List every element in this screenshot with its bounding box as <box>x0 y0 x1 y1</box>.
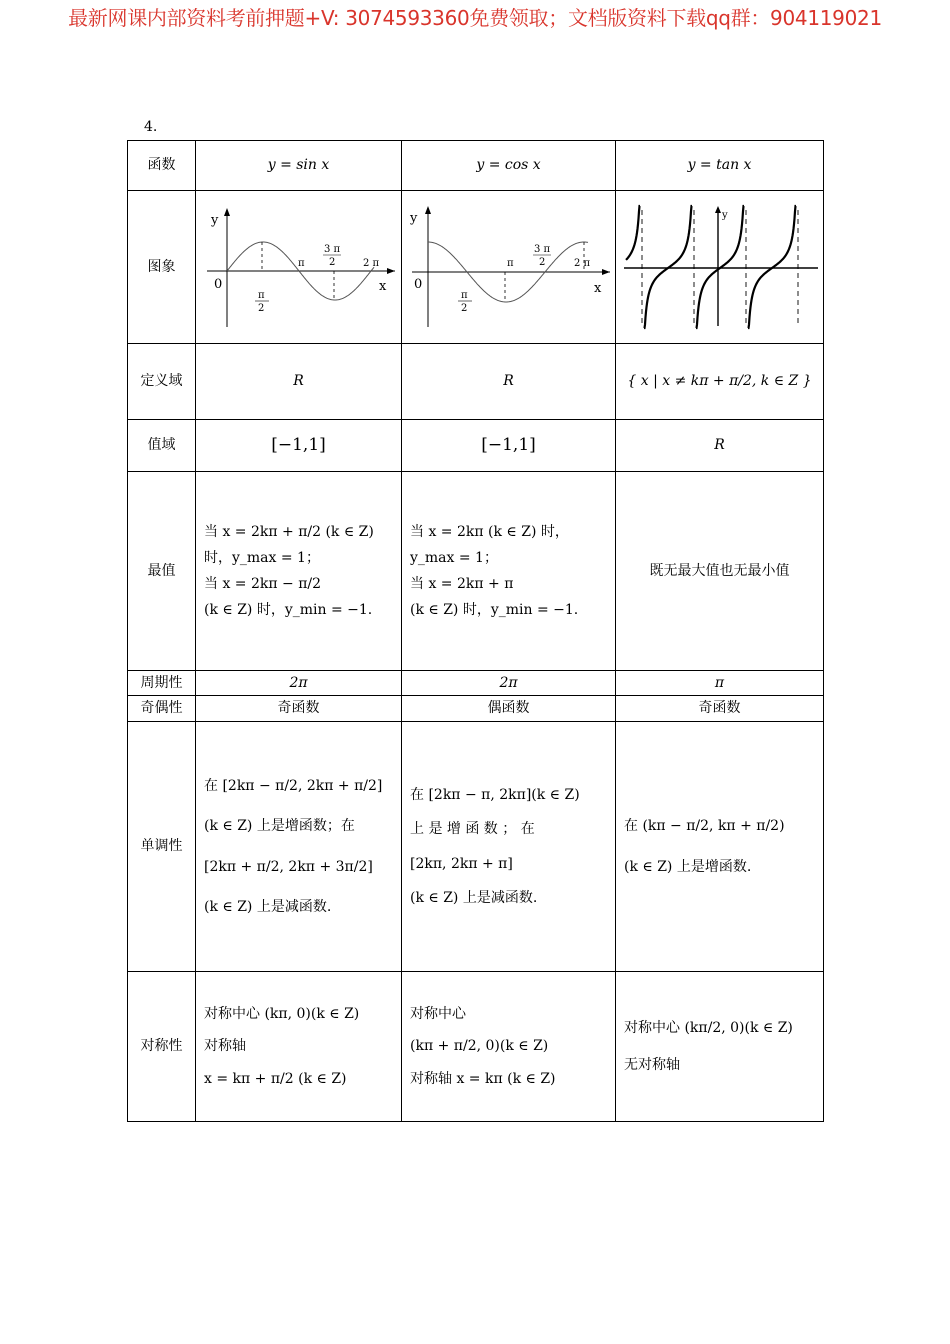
monotonic-tan <box>616 722 824 972</box>
pi-label: π <box>506 258 514 269</box>
row-header-period: 周期性 <box>128 671 196 696</box>
symmetry-sin-line: 对称中心 (kπ, 0)(k ∈ Z) <box>204 1006 360 1023</box>
extrema-sin-line: 时，y_max = 1； <box>204 549 320 566</box>
item-number: 4. <box>144 119 158 135</box>
row-header-parity: 奇偶性 <box>128 696 196 722</box>
header-cos: y = cos x <box>402 141 616 191</box>
domain-cos: R <box>402 344 616 420</box>
y-axis-label: y <box>210 213 218 228</box>
period-tan: π <box>616 671 824 696</box>
half-pi-den: 2 <box>257 303 264 314</box>
watermark-banner: 最新网课内部资料考前押题+V: 3074593360免费领取；文档版资料下载qq群：904119021 <box>68 6 882 30</box>
period-row <box>128 671 824 696</box>
cos-graph <box>404 202 614 332</box>
trig-properties-table <box>127 140 824 1122</box>
origin-label: 0 <box>213 277 222 292</box>
two-pi-label: 2 π <box>573 258 590 269</box>
extrema-tan: 既无最大值也无最小值 <box>616 472 824 671</box>
domain-sin: R <box>196 344 402 420</box>
tan-branch <box>696 206 744 328</box>
symmetry-tan-line: 无对称轴 <box>624 1056 680 1073</box>
monotonic-tan-line: (k ∈ Z) 上是增函数. <box>624 858 752 875</box>
period-sin: 2π <box>196 671 402 696</box>
symmetry-tan <box>616 972 824 1122</box>
range-tan: R <box>616 420 824 472</box>
half-pi-num: π <box>257 290 265 301</box>
domain-tan: { x | x ≠ kπ + π/2, k ∈ Z } <box>616 344 824 420</box>
monotonic-sin <box>196 722 402 972</box>
tan-branch <box>644 206 692 328</box>
tan-curves <box>626 206 796 328</box>
extrema-cos-line: 当 x = 2kπ + π <box>410 576 514 592</box>
header-row <box>128 141 824 191</box>
three-pi-den: 2 <box>328 257 335 268</box>
domain-row <box>128 344 824 420</box>
monotonic-row <box>128 722 824 972</box>
tan-branch <box>748 206 796 328</box>
three-pi-den: 2 <box>538 257 545 268</box>
row-header-extrema: 最值 <box>128 472 196 671</box>
three-pi-label: 3 π <box>323 244 340 255</box>
symmetry-sin-line: 对称轴 <box>204 1038 246 1055</box>
three-pi-label: 3 π <box>533 244 550 255</box>
extrema-cos-line: (k ∈ Z) 时，y_min = −1. <box>410 602 579 619</box>
header-sin: y = sin x <box>196 141 402 191</box>
x-axis-label: x <box>378 279 386 294</box>
sin-graph <box>199 202 399 332</box>
parity-cos: 偶函数 <box>402 696 616 722</box>
row-header-symmetry: 对称性 <box>128 972 196 1122</box>
tan-graph <box>618 202 822 332</box>
half-pi-num: π <box>460 290 468 301</box>
half-pi-den: 2 <box>460 303 467 314</box>
parity-row <box>128 696 824 722</box>
monotonic-tan-line: 在 (kπ − π/2, kπ + π/2) <box>624 818 785 835</box>
symmetry-sin-line: x = kπ + π/2 (k ∈ Z) <box>204 1070 347 1087</box>
graph-row <box>128 191 824 344</box>
extrema-row <box>128 472 824 671</box>
range-cos: [−1,1] <box>402 420 616 472</box>
monotonic-sin-line: (k ∈ Z) 上是增函数；在 <box>204 818 355 835</box>
symmetry-cos <box>402 972 616 1122</box>
row-header-graph: 图象 <box>128 191 196 344</box>
extrema-sin-line: 当 x = 2kπ + π/2 (k ∈ Z) <box>204 523 374 540</box>
range-sin: [−1,1] <box>196 420 402 472</box>
row-header-domain: 定义域 <box>128 344 196 420</box>
tan-branch <box>626 206 640 260</box>
extrema-cos <box>402 472 616 671</box>
monotonic-sin-line: [2kπ + π/2, 2kπ + 3π/2] <box>204 858 373 875</box>
symmetry-cos-line: 对称轴 x = kπ (k ∈ Z) <box>410 1070 556 1087</box>
header-tan: y = tan x <box>616 141 824 191</box>
extrema-sin <box>196 472 402 671</box>
row-header-function: 函数 <box>128 141 196 191</box>
symmetry-sin <box>196 972 402 1122</box>
tan-graph-cell <box>616 191 824 344</box>
origin-label: 0 <box>413 277 422 292</box>
symmetry-tan-line: 对称中心 (kπ/2, 0)(k ∈ Z) <box>624 1020 793 1037</box>
parity-sin: 奇函数 <box>196 696 402 722</box>
extrema-sin-line: (k ∈ Z) 时，y_min = −1. <box>204 602 373 619</box>
two-pi-label: 2 π <box>362 258 379 269</box>
monotonic-cos <box>402 722 616 972</box>
monotonic-cos-line: [2kπ, 2kπ + π] <box>410 855 513 872</box>
monotonic-cos-line: (k ∈ Z) 上是减函数. <box>410 889 538 906</box>
parity-tan: 奇函数 <box>616 696 824 722</box>
range-row <box>128 420 824 472</box>
monotonic-cos-line: 在 [2kπ − π, 2kπ](k ∈ Z) <box>410 787 580 804</box>
y-axis-label: y <box>721 210 728 221</box>
extrema-sin-line: 当 x = 2kπ − π/2 <box>204 576 322 592</box>
extrema-cos-line: 当 x = 2kπ (k ∈ Z) 时， <box>410 523 569 540</box>
row-header-range: 值域 <box>128 420 196 472</box>
cos-graph-cell <box>402 191 616 344</box>
y-axis-label: y <box>409 211 417 226</box>
symmetry-row <box>128 972 824 1122</box>
monotonic-cos-line: 上 是 增 函 数 ； 在 <box>410 821 535 838</box>
monotonic-sin-line: 在 [2kπ − π/2, 2kπ + π/2] <box>204 778 383 795</box>
symmetry-cos-line: (kπ + π/2, 0)(k ∈ Z) <box>410 1038 549 1055</box>
extrema-cos-line: y_max = 1； <box>410 549 498 566</box>
period-cos: 2π <box>402 671 616 696</box>
monotonic-sin-line: (k ∈ Z) 上是减函数. <box>204 898 332 915</box>
x-axis-label: x <box>593 281 601 296</box>
pi-label: π <box>297 258 305 269</box>
row-header-monotonic: 单调性 <box>128 722 196 972</box>
sin-graph-cell <box>196 191 402 344</box>
symmetry-cos-line: 对称中心 <box>410 1006 466 1023</box>
